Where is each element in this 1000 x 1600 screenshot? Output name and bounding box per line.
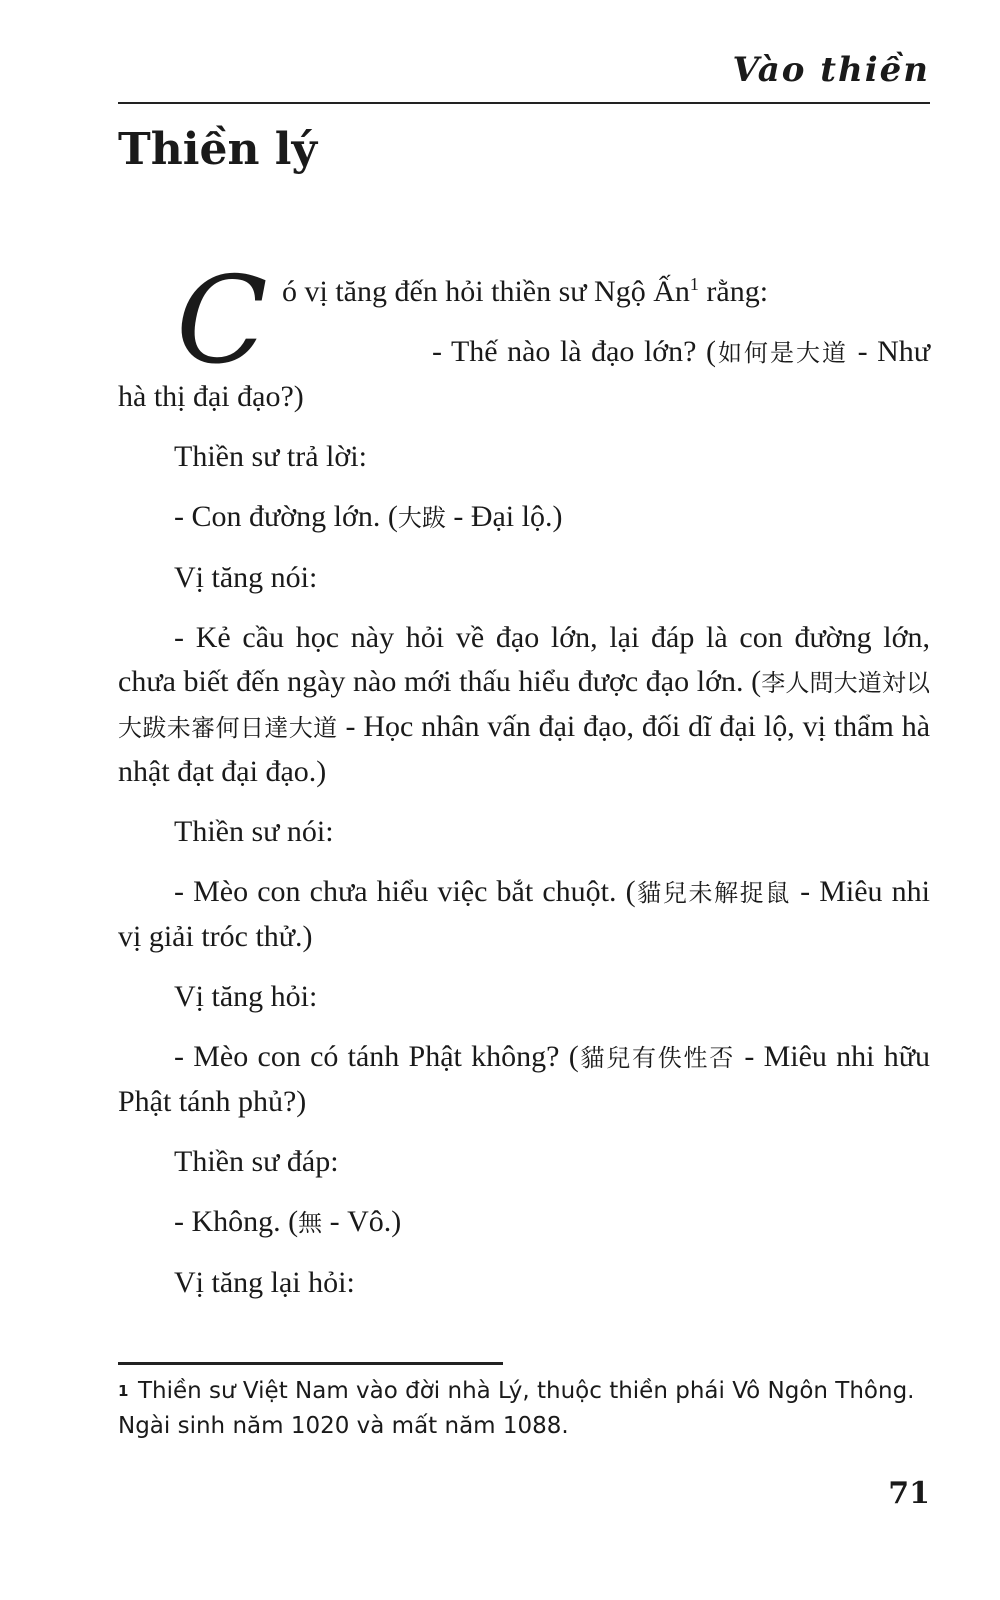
paragraph-4-cjk: 大跋 — [397, 504, 446, 532]
paragraph-1-end: rằng: — [698, 275, 769, 308]
footnote-text: Thiền sư Việt Nam vào đời nhà Lý, thuộc thiền phái Vô Ngôn Thông. Ngài sinh năm 1020 và mất năm 1088. — [118, 1378, 915, 1439]
paragraph-10 — [118, 1035, 930, 1124]
paragraph-10-end: - Miêu nhi hữu Phật tánh phủ?) — [118, 1040, 931, 1118]
paragraph-1-text: ó vị tăng đến hỏi thiền sư Ngộ Ấn — [282, 275, 690, 308]
paragraph-8-cjk: 貓兒未解捉鼠 — [635, 879, 791, 907]
paragraph-3: Thiền sư trả lời: — [174, 440, 367, 473]
footnote — [118, 1374, 930, 1444]
paragraph-4-text: - Con đường lớn. ( — [174, 500, 398, 533]
paragraph-10-text: - Mèo con có tánh Phật không? ( — [174, 1040, 579, 1073]
paragraph-6 — [118, 616, 930, 794]
paragraph-2-end: - Như hà thị đại đạo?) — [118, 335, 931, 413]
paragraph-5: Vị tăng nói: — [174, 561, 318, 594]
paragraph-12-end: - Vô.) — [322, 1205, 402, 1238]
paragraph-12-text: - Không. ( — [174, 1205, 299, 1238]
paragraph-12 — [118, 1200, 930, 1245]
paragraph-6-text: - Kẻ cầu học này hỏi về đạo lớn, lại đáp là con đường lớn, chưa biết đến ngày nào mới thấu hiểu được đạo lớn. ( — [118, 621, 930, 698]
paragraph-2-text: - Thế nào là đạo lớn? ( — [432, 335, 716, 368]
body-text — [118, 252, 931, 1321]
paragraph-9: Vị tăng hỏi: — [174, 980, 318, 1013]
paragraph-6-end: - Học nhân vấn đại đạo, đối dĩ đại lộ, vị thẩm hà nhật đạt đại đạo.) — [118, 710, 931, 788]
paragraph-2-cjk: 如何是大道 — [715, 339, 849, 367]
footnote-rule — [118, 1362, 503, 1365]
paragraph-6-cjk: 李人問大道対以大跋未審何日達大道 — [118, 669, 930, 742]
paragraph-8-end: - Miêu nhi vị giải tróc thử.) — [118, 875, 930, 953]
footnote-ref: 1 — [689, 274, 699, 294]
paragraph-8-text: - Mèo con chưa hiểu việc bắt chuột. ( — [174, 875, 636, 908]
paragraph-4-end: - Đại lộ.) — [445, 500, 563, 533]
paragraph-7: Thiền sư nói: — [174, 815, 334, 848]
paragraph-12-cjk: 無 — [298, 1209, 323, 1237]
paragraph-10-cjk: 貓兒有佚性否 — [578, 1044, 736, 1072]
drop-cap: C — [176, 252, 268, 391]
page-number: 71 — [888, 1476, 930, 1511]
paragraph-13: Vị tăng lại hỏi: — [174, 1266, 355, 1299]
chapter-title: Thiền lý — [118, 124, 318, 175]
paragraph-11: Thiền sư đáp: — [174, 1145, 339, 1178]
header-rule — [118, 102, 930, 104]
paragraph-8 — [118, 870, 930, 959]
footnote-mark: 1 — [118, 1382, 129, 1400]
paragraph-4 — [118, 495, 930, 540]
running-header: Vào thiền — [732, 50, 930, 90]
